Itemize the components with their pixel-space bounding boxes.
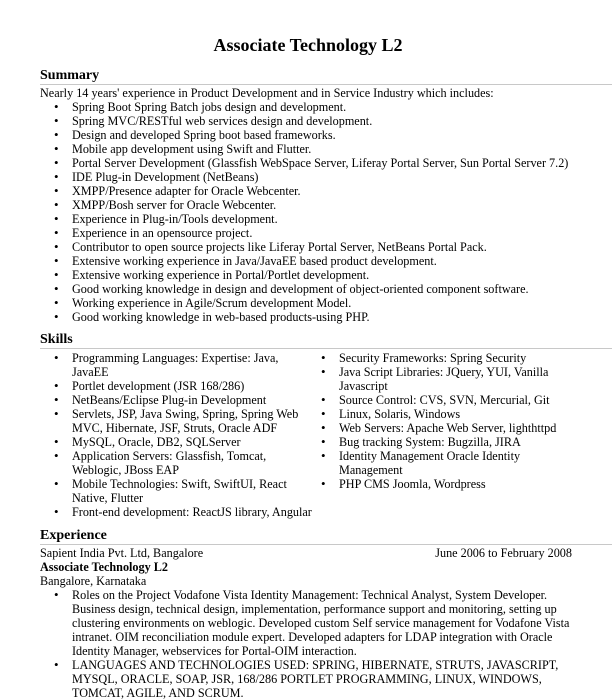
summary-heading: Summary <box>40 68 100 83</box>
list-item: • Roles on the Project Vodafone Vista Identity Management: Technical Analyst, System Developer. Business design, technical design, implementation, performance support and monitoring, setting up clustering environments on weblogic. Developed custom Self service management for Vodafone Vista intranet. OIM reconciliation module expert. Developed adapters for LDAP integration with Oracle Identity Manager, webservices for Portal-OIM interaction. <box>72 588 592 658</box>
experience-list <box>72 588 592 700</box>
summary-divider <box>40 84 612 85</box>
list-item: • Experience in Plug-in/Tools development. <box>72 212 602 226</box>
list-item: • Design and developed Spring boot based frameworks. <box>72 128 602 142</box>
summary-intro: Nearly 14 years' experience in Product Development and in Service Industry which includes: <box>40 86 494 100</box>
skills-list-right <box>339 351 584 491</box>
skills-list-left <box>72 351 312 519</box>
employment-dates: June 2006 to February 2008 <box>435 546 572 560</box>
list-item: • Working experience in Agile/Scrum development Model. <box>72 296 602 310</box>
skills-divider <box>40 348 612 349</box>
list-item: • IDE Plug-in Development (NetBeans) <box>72 170 602 184</box>
list-item: • Portlet development (JSR 168/286) <box>72 379 312 393</box>
list-item: • Programming Languages: Expertise: Java, JavaEE <box>72 351 312 379</box>
list-item: • Good working knowledge in design and development of object-oriented component software. <box>72 282 602 296</box>
list-item: • Bug tracking System: Bugzilla, JIRA <box>339 435 584 449</box>
list-item: • LANGUAGES AND TECHNOLOGIES USED: SPRING, HIBERNATE, STRUTS, JAVASCRIPT, MYSQL, ORACLE, SOAP, JSR, 168/286 PORTLET PROGRAMMING, LINUX, WINDOWS, TOMCAT, AGILE, AND SCRUM. <box>72 658 592 700</box>
list-item: • Spring Boot Spring Batch jobs design and development. <box>72 100 602 114</box>
list-item: • Java Script Libraries: JQuery, YUI, Vanilla Javascript <box>339 365 584 393</box>
summary-list <box>72 100 602 324</box>
list-item: • Linux, Solaris, Windows <box>339 407 584 421</box>
job-location: Bangalore, Karnataka <box>40 574 147 588</box>
list-item: • Extensive working experience in Portal/Portlet development. <box>72 268 602 282</box>
list-item: • Front-end development: ReactJS library, Angular <box>72 505 312 519</box>
experience-divider <box>40 544 612 545</box>
list-item: • Good working knowledge in web-based products-using PHP. <box>72 310 602 324</box>
list-item: • Extensive working experience in Java/JavaEE based product development. <box>72 254 602 268</box>
list-item: • XMPP/Bosh server for Oracle Webcenter. <box>72 198 602 212</box>
list-item: • NetBeans/Eclipse Plug-in Development <box>72 393 312 407</box>
list-item: • Security Frameworks: Spring Security <box>339 351 584 365</box>
list-item: • Servlets, JSP, Java Swing, Spring, Spring Web MVC, Hibernate, JSF, Struts, Oracle ADF <box>72 407 312 435</box>
list-item: • Portal Server Development (Glassfish WebSpace Server, Liferay Portal Server, Sun Portal Server 7.2) <box>72 156 602 170</box>
list-item: • PHP CMS Joomla, Wordpress <box>339 477 584 491</box>
list-item: • Experience in an opensource project. <box>72 226 602 240</box>
page-title: Associate Technology L2 <box>213 35 403 55</box>
list-item: • Spring MVC/RESTful web services design and development. <box>72 114 602 128</box>
list-item: • MySQL, Oracle, DB2, SQLServer <box>72 435 312 449</box>
job-title: Associate Technology L2 <box>40 560 168 574</box>
list-item: • Identity Management Oracle Identity Management <box>339 449 584 477</box>
list-item: • Mobile app development using Swift and Flutter. <box>72 142 602 156</box>
list-item: • Source Control: CVS, SVN, Mercurial, Git <box>339 393 584 407</box>
company-name: Sapient India Pvt. Ltd, Bangalore <box>40 546 204 560</box>
list-item: • Mobile Technologies: Swift, SwiftUI, React Native, Flutter <box>72 477 312 505</box>
list-item: • Application Servers: Glassfish, Tomcat, Weblogic, JBoss EAP <box>72 449 312 477</box>
list-item: • XMPP/Presence adapter for Oracle Webcenter. <box>72 184 602 198</box>
list-item: • Web Servers: Apache Web Server, lighthttpd <box>339 421 584 435</box>
experience-heading: Experience <box>40 528 107 543</box>
skills-heading: Skills <box>40 332 73 347</box>
list-item: • Contributor to open source projects like Liferay Portal Server, NetBeans Portal Pack. <box>72 240 602 254</box>
